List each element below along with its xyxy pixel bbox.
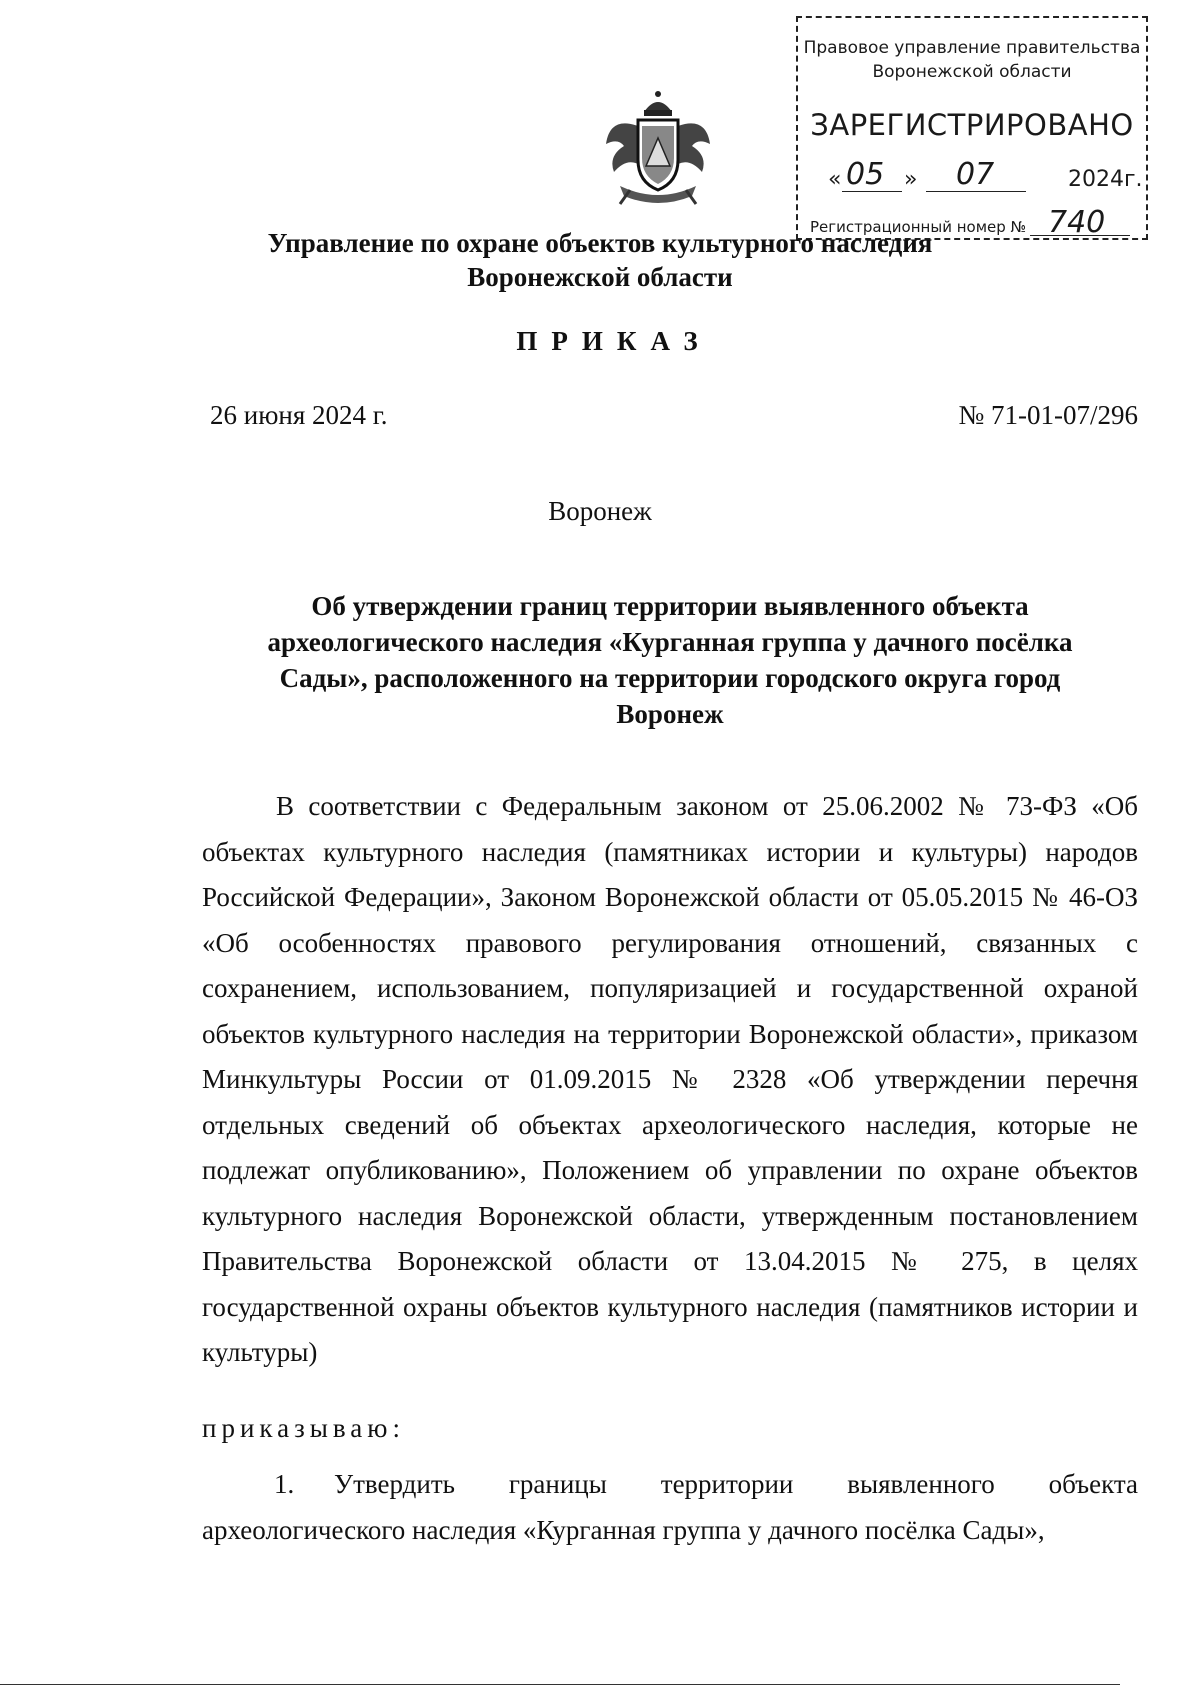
stamp-registered-label: ЗАРЕГИСТРИРОВАНО	[810, 108, 1134, 142]
order-subject: Об утверждении границ территории выявленного объекта археологического наследия «Курганная группа у дачного посёлка Сады», расположенного на территории городского округа город Воронеж	[267, 591, 1073, 729]
footer-divider	[0, 1684, 1120, 1685]
order-item-1	[202, 1462, 1138, 1553]
stamp-quote-close: »	[904, 167, 918, 192]
document-title: ПРИКАЗ	[516, 326, 712, 356]
stamp-date-row	[828, 156, 1143, 192]
order-date: 26 июня 2024 г.	[210, 400, 388, 430]
stamp-month: 07	[956, 157, 995, 192]
coat-of-arms-emblem	[600, 86, 716, 206]
stamp-regno-label: Регистрационный номер №	[810, 218, 1027, 236]
stamp-quote-open: «	[828, 167, 842, 192]
stamp-day: 05	[846, 157, 885, 192]
coat-of-arms-icon	[600, 86, 716, 206]
preamble-paragraph: В соответствии с Федеральным законом от 25.06.2002 № 73-ФЗ «Об объектах культурного наследия (памятниках истории и культуры) народов Российской Федерации», Законом Воронежской области от 05.05.2015 № 46-ОЗ «Об особенностях правового регулирования отношений, связанных с сохранением, использованием, популяризацией и государственной охраной объектов культурного наследия на территории Воронежской области», приказом Минкультуры России от 01.09.2015 № 2328 «Об утверждении перечня отдельных сведений об объектах археологического наследия, которые не подлежат опубликованию», Положением об управлении по охране объектов культурного наследия Воронежской области, утвержденным постановлением Правительства Воронежской области от 13.04.2015 № 275, в целях государственной охраны объектов культурного наследия (памятников истории и культуры)	[202, 791, 1138, 1367]
issuing-authority	[0, 226, 1200, 294]
registration-stamp	[796, 16, 1148, 240]
order-directive: приказываю:	[202, 1413, 405, 1443]
order-number: № 71-01-07/296	[958, 400, 1138, 430]
stamp-authority-line2: Воронежской области	[872, 62, 1072, 82]
stamp-year: 2024г.	[1068, 167, 1143, 192]
order-item-1-number: 1.	[274, 1469, 295, 1499]
stamp-regno: 740	[1048, 205, 1106, 240]
issuing-authority-line1: Управление по охране объектов культурного наследия	[267, 228, 933, 258]
order-city: Воронеж	[548, 496, 652, 526]
order-item-1-text: Утвердить границы территории выявленного объекта археологического наследия «Курганная группа у дачного посёлка Сады»,	[202, 1469, 1138, 1545]
issuing-authority-line2: Воронежской области	[467, 262, 733, 292]
stamp-authority-line1: Правовое управление правительства	[803, 38, 1141, 58]
